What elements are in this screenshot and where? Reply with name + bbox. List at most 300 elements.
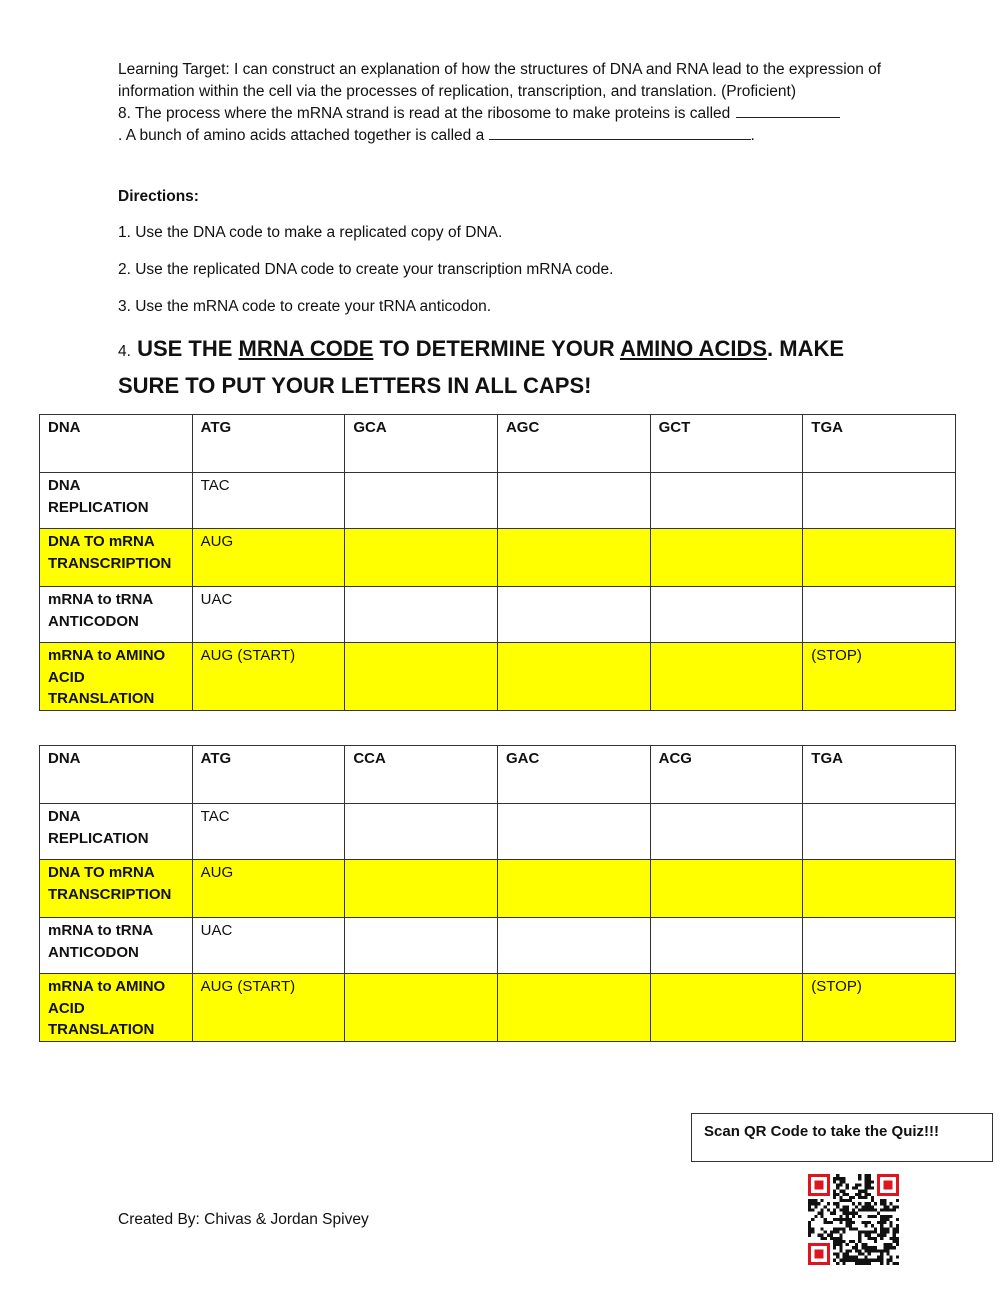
- qr-caption: Scan QR Code to take the Quiz!!!: [704, 1123, 940, 1140]
- qr-module: [836, 1262, 839, 1265]
- qr-module: [868, 1180, 871, 1183]
- answer-cell[interactable]: [803, 804, 956, 860]
- qr-module: [843, 1199, 846, 1202]
- header-cell: TGA: [803, 415, 956, 473]
- qr-module: [896, 1227, 899, 1230]
- qr-module: [858, 1252, 861, 1255]
- qr-module: [846, 1187, 849, 1190]
- qr-module: [893, 1234, 896, 1237]
- directions-title: Directions:: [118, 188, 199, 205]
- header-cell: ACG: [650, 746, 803, 804]
- qr-module: [883, 1205, 886, 1208]
- qr-module: [811, 1202, 814, 1205]
- answer-cell[interactable]: [650, 974, 803, 1042]
- qr-module: [883, 1243, 886, 1246]
- qr-module: [883, 1227, 886, 1230]
- answer-cell[interactable]: [650, 643, 803, 711]
- qr-module: [861, 1243, 864, 1246]
- qr-module: [846, 1249, 849, 1252]
- qr-module: [890, 1215, 893, 1218]
- qr-module: [855, 1262, 858, 1265]
- qr-module: [880, 1209, 883, 1212]
- qr-module: [817, 1212, 820, 1215]
- answer-cell[interactable]: [650, 918, 803, 974]
- qr-module: [849, 1212, 852, 1215]
- qr-module: [880, 1262, 883, 1265]
- qr-module: [896, 1218, 899, 1221]
- qr-module: [893, 1240, 896, 1243]
- direction-step-2: 2. Use the replicated DNA code to create your transcription mRNA code.: [118, 261, 614, 278]
- qr-module: [846, 1256, 849, 1259]
- qr-module: [880, 1227, 883, 1230]
- qr-module: [839, 1234, 842, 1237]
- qr-module: [874, 1202, 877, 1205]
- qr-module: [836, 1183, 839, 1186]
- qr-module: [864, 1183, 867, 1186]
- qr-module: [883, 1246, 886, 1249]
- table-row-replication: [40, 473, 956, 529]
- qr-module: [821, 1212, 824, 1215]
- answer-cell[interactable]: [650, 804, 803, 860]
- qr-module: [846, 1199, 849, 1202]
- answer-cell: AUG: [192, 860, 345, 918]
- qr-module: [849, 1218, 852, 1221]
- answer-cell[interactable]: [650, 529, 803, 587]
- qr-module: [849, 1196, 852, 1199]
- qr-module: [890, 1224, 893, 1227]
- qr-module: [886, 1218, 889, 1221]
- answer-cell[interactable]: [497, 473, 650, 529]
- qr-module: [868, 1221, 871, 1224]
- qr-code-icon[interactable]: [808, 1174, 899, 1265]
- qr-module: [864, 1209, 867, 1212]
- qr-module: [855, 1205, 858, 1208]
- qr-module: [849, 1224, 852, 1227]
- answer-cell: AUG (START): [192, 643, 345, 711]
- qr-module: [880, 1252, 883, 1255]
- qr-module: [843, 1230, 846, 1233]
- qr-module: [880, 1234, 883, 1237]
- qr-module: [833, 1190, 836, 1193]
- answer-cell[interactable]: [345, 804, 498, 860]
- qr-module: [836, 1187, 839, 1190]
- qr-module: [868, 1259, 871, 1262]
- header-cell: DNA: [40, 746, 193, 804]
- qr-module: [846, 1218, 849, 1221]
- qr-module: [858, 1190, 861, 1193]
- qr-module: [824, 1205, 827, 1208]
- qr-module: [864, 1202, 867, 1205]
- qr-module: [833, 1202, 836, 1205]
- qr-module: [861, 1205, 864, 1208]
- direction-step-4-amino-acids: AMINO ACIDS: [619, 336, 768, 361]
- qr-module: [846, 1193, 849, 1196]
- answer-cell[interactable]: [497, 860, 650, 918]
- table-row-translation: [40, 643, 956, 711]
- qr-module: [839, 1246, 842, 1249]
- qr-module: [846, 1224, 849, 1227]
- qr-module: [868, 1237, 871, 1240]
- qr-module: [855, 1256, 858, 1259]
- qr-module: [855, 1183, 858, 1186]
- qr-module: [846, 1212, 849, 1215]
- qr-module: [839, 1237, 842, 1240]
- qr-module: [864, 1243, 867, 1246]
- header-cell: DNA: [40, 415, 193, 473]
- qr-module: [861, 1230, 864, 1233]
- qr-module: [836, 1177, 839, 1180]
- qr-module: [839, 1215, 842, 1218]
- qr-module: [808, 1224, 811, 1227]
- direction-step-4-text-c: TO DETERMINE YOUR: [379, 336, 615, 361]
- qr-module: [852, 1256, 855, 1259]
- answer-cell[interactable]: [650, 473, 803, 529]
- qr-module: [858, 1209, 861, 1212]
- qr-module: [836, 1205, 839, 1208]
- qr-module: [808, 1227, 811, 1230]
- qr-module: [893, 1227, 896, 1230]
- qr-module: [886, 1249, 889, 1252]
- qr-module: [858, 1240, 861, 1243]
- row-label: DNA TO mRNA TRANSCRIPTION: [40, 529, 193, 587]
- table-header-row: [40, 415, 956, 473]
- answer-cell: UAC: [192, 587, 345, 643]
- qr-module: [886, 1246, 889, 1249]
- header-cell: ATG: [192, 746, 345, 804]
- qr-module: [821, 1209, 824, 1212]
- question-8-end: .: [750, 127, 755, 144]
- qr-module: [858, 1237, 861, 1240]
- qr-module: [858, 1215, 861, 1218]
- header-cell: GAC: [497, 746, 650, 804]
- qr-finder-inner: [883, 1180, 892, 1189]
- qr-module: [880, 1230, 883, 1233]
- qr-module: [814, 1215, 817, 1218]
- qr-module: [893, 1262, 896, 1265]
- qr-module: [868, 1202, 871, 1205]
- answer-cell[interactable]: [497, 974, 650, 1042]
- answer-cell[interactable]: [803, 587, 956, 643]
- qr-module: [868, 1215, 871, 1218]
- qr-module: [836, 1256, 839, 1259]
- qr-module: [817, 1202, 820, 1205]
- qr-module: [852, 1196, 855, 1199]
- qr-module: [852, 1221, 855, 1224]
- answer-blank-amino-chain[interactable]: [489, 125, 751, 140]
- qr-module: [868, 1230, 871, 1233]
- qr-module: [846, 1183, 849, 1186]
- qr-module: [877, 1249, 880, 1252]
- answer-cell[interactable]: [345, 473, 498, 529]
- qr-module: [880, 1249, 883, 1252]
- qr-module: [871, 1230, 874, 1233]
- qr-module: [886, 1227, 889, 1230]
- qr-module: [839, 1177, 842, 1180]
- answer-cell[interactable]: [345, 643, 498, 711]
- table-row-anticodon: [40, 918, 956, 974]
- qr-module: [871, 1215, 874, 1218]
- answer-cell[interactable]: [803, 860, 956, 918]
- qr-module: [830, 1234, 833, 1237]
- qr-module: [843, 1205, 846, 1208]
- qr-module: [833, 1246, 836, 1249]
- qr-module: [830, 1230, 833, 1233]
- qr-module: [855, 1193, 858, 1196]
- qr-module: [896, 1224, 899, 1227]
- answer-cell: TAC: [192, 804, 345, 860]
- qr-module: [864, 1196, 867, 1199]
- qr-module: [821, 1227, 824, 1230]
- qr-module: [827, 1221, 830, 1224]
- qr-module: [880, 1224, 883, 1227]
- answer-cell[interactable]: [497, 804, 650, 860]
- qr-module: [836, 1202, 839, 1205]
- qr-module: [877, 1259, 880, 1262]
- qr-module: [868, 1205, 871, 1208]
- qr-module: [883, 1215, 886, 1218]
- qr-module: [864, 1177, 867, 1180]
- learning-target-text: [118, 59, 898, 147]
- qr-module: [883, 1234, 886, 1237]
- qr-module: [843, 1218, 846, 1221]
- qr-module: [893, 1205, 896, 1208]
- qr-module: [858, 1202, 861, 1205]
- qr-module: [849, 1259, 852, 1262]
- header-cell: GCA: [345, 415, 498, 473]
- qr-module: [852, 1212, 855, 1215]
- answer-blank-process[interactable]: [736, 103, 840, 118]
- qr-module: [871, 1199, 874, 1202]
- qr-module: [868, 1252, 871, 1255]
- qr-module: [833, 1230, 836, 1233]
- qr-module: [896, 1230, 899, 1233]
- qr-module: [868, 1246, 871, 1249]
- direction-step-4-mrna-code: MRNA CODE: [238, 336, 374, 361]
- row-label: mRNA to AMINO ACID TRANSLATION: [40, 974, 193, 1042]
- qr-module: [846, 1221, 849, 1224]
- qr-module: [855, 1227, 858, 1230]
- qr-module: [874, 1237, 877, 1240]
- qr-module: [883, 1209, 886, 1212]
- qr-module: [874, 1209, 877, 1212]
- qr-module: [839, 1209, 842, 1212]
- qr-module: [839, 1180, 842, 1183]
- answer-cell[interactable]: [650, 587, 803, 643]
- qr-module: [886, 1215, 889, 1218]
- answer-cell: AUG: [192, 529, 345, 587]
- qr-module: [836, 1174, 839, 1177]
- qr-module: [880, 1199, 883, 1202]
- qr-module: [868, 1209, 871, 1212]
- answer-cell[interactable]: [345, 860, 498, 918]
- qr-module: [821, 1215, 824, 1218]
- qr-module: [858, 1259, 861, 1262]
- qr-module: [880, 1259, 883, 1262]
- qr-module: [864, 1246, 867, 1249]
- qr-module: [868, 1249, 871, 1252]
- question-8-part-1: 8. The process where the mRNA strand is read at the ribosome to make proteins is called: [118, 105, 731, 122]
- qr-module: [817, 1234, 820, 1237]
- qr-module: [886, 1205, 889, 1208]
- qr-module: [808, 1230, 811, 1233]
- answer-cell[interactable]: [803, 473, 956, 529]
- answer-cell: AUG (START): [192, 974, 345, 1042]
- qr-module: [833, 1193, 836, 1196]
- qr-module: [880, 1237, 883, 1240]
- qr-module: [833, 1237, 836, 1240]
- qr-module: [880, 1218, 883, 1221]
- qr-module: [871, 1224, 874, 1227]
- qr-module: [808, 1199, 811, 1202]
- qr-module: [839, 1259, 842, 1262]
- answer-cell[interactable]: [345, 974, 498, 1042]
- header-cell: CCA: [345, 746, 498, 804]
- qr-module: [846, 1215, 849, 1218]
- qr-module: [811, 1227, 814, 1230]
- qr-module: [886, 1259, 889, 1262]
- qr-module: [833, 1177, 836, 1180]
- qr-module: [843, 1252, 846, 1255]
- qr-module: [830, 1221, 833, 1224]
- qr-module: [896, 1243, 899, 1246]
- qr-module: [852, 1209, 855, 1212]
- qr-module: [839, 1199, 842, 1202]
- table-row-anticodon: [40, 587, 956, 643]
- qr-module: [846, 1243, 849, 1246]
- answer-cell[interactable]: [497, 643, 650, 711]
- qr-module: [864, 1187, 867, 1190]
- direction-step-4-text-a: USE THE: [137, 336, 233, 361]
- qr-module: [861, 1221, 864, 1224]
- answer-cell[interactable]: [345, 529, 498, 587]
- qr-module: [868, 1174, 871, 1177]
- row-label: mRNA to tRNA ANTICODON: [40, 918, 193, 974]
- row-label: DNA TO mRNA TRANSCRIPTION: [40, 860, 193, 918]
- qr-module: [893, 1209, 896, 1212]
- qr-module: [827, 1202, 830, 1205]
- answer-cell[interactable]: [345, 587, 498, 643]
- direction-step-4-text-e: . MAKE SURE TO PUT YOUR LETTERS IN ALL CAPS!: [118, 336, 845, 398]
- qr-module: [846, 1205, 849, 1208]
- qr-module: [861, 1196, 864, 1199]
- qr-module: [811, 1218, 814, 1221]
- qr-module: [890, 1209, 893, 1212]
- qr-module: [868, 1234, 871, 1237]
- qr-module: [852, 1259, 855, 1262]
- answer-cell: TAC: [192, 473, 345, 529]
- qr-module: [855, 1246, 858, 1249]
- qr-module: [896, 1205, 899, 1208]
- qr-module: [880, 1256, 883, 1259]
- qr-module: [811, 1199, 814, 1202]
- qr-module: [896, 1237, 899, 1240]
- codon-table-1: [39, 414, 956, 711]
- qr-module: [883, 1230, 886, 1233]
- qr-module: [874, 1240, 877, 1243]
- qr-module: [843, 1256, 846, 1259]
- qr-module: [833, 1259, 836, 1262]
- qr-module: [886, 1209, 889, 1212]
- qr-module: [871, 1249, 874, 1252]
- qr-module: [877, 1234, 880, 1237]
- header-cell: AGC: [497, 415, 650, 473]
- answer-cell[interactable]: [650, 860, 803, 918]
- qr-module: [833, 1209, 836, 1212]
- qr-module: [839, 1227, 842, 1230]
- qr-module: [824, 1230, 827, 1233]
- qr-module: [871, 1209, 874, 1212]
- qr-module: [833, 1240, 836, 1243]
- qr-module: [858, 1177, 861, 1180]
- qr-module: [839, 1240, 842, 1243]
- answer-cell[interactable]: [803, 529, 956, 587]
- qr-module: [874, 1230, 877, 1233]
- qr-module: [814, 1202, 817, 1205]
- table-row-replication: [40, 804, 956, 860]
- table-row-translation: [40, 974, 956, 1042]
- qr-module: [874, 1227, 877, 1230]
- answer-cell[interactable]: [497, 587, 650, 643]
- answer-cell: UAC: [192, 918, 345, 974]
- qr-module: [833, 1243, 836, 1246]
- qr-module: [864, 1249, 867, 1252]
- row-label: DNA REPLICATION: [40, 804, 193, 860]
- qr-module: [843, 1177, 846, 1180]
- answer-cell[interactable]: [497, 918, 650, 974]
- qr-module: [893, 1246, 896, 1249]
- qr-module: [890, 1237, 893, 1240]
- qr-module: [836, 1240, 839, 1243]
- qr-module: [893, 1237, 896, 1240]
- row-label: DNA REPLICATION: [40, 473, 193, 529]
- qr-module: [814, 1205, 817, 1208]
- qr-module: [874, 1259, 877, 1262]
- qr-module: [858, 1174, 861, 1177]
- answer-cell[interactable]: [345, 918, 498, 974]
- header-cell: ATG: [192, 415, 345, 473]
- qr-module: [858, 1262, 861, 1265]
- qr-module: [843, 1190, 846, 1193]
- qr-module: [883, 1218, 886, 1221]
- qr-module: [868, 1187, 871, 1190]
- qr-module: [868, 1262, 871, 1265]
- qr-module: [833, 1252, 836, 1255]
- qr-module: [808, 1202, 811, 1205]
- qr-module: [833, 1180, 836, 1183]
- answer-cell[interactable]: [497, 529, 650, 587]
- qr-module: [861, 1262, 864, 1265]
- qr-module: [827, 1234, 830, 1237]
- qr-module: [871, 1187, 874, 1190]
- qr-module: [808, 1221, 811, 1224]
- qr-module: [874, 1215, 877, 1218]
- qr-module: [864, 1224, 867, 1227]
- qr-module: [883, 1199, 886, 1202]
- qr-module: [849, 1199, 852, 1202]
- qr-module: [839, 1218, 842, 1221]
- answer-cell[interactable]: [803, 918, 956, 974]
- qr-module: [886, 1262, 889, 1265]
- qr-module: [868, 1177, 871, 1180]
- qr-module: [824, 1237, 827, 1240]
- header-cell: GCT: [650, 415, 803, 473]
- qr-module: [846, 1252, 849, 1255]
- qr-module: [852, 1202, 855, 1205]
- qr-module: [858, 1196, 861, 1199]
- qr-module: [890, 1202, 893, 1205]
- qr-module: [849, 1240, 852, 1243]
- qr-module: [852, 1187, 855, 1190]
